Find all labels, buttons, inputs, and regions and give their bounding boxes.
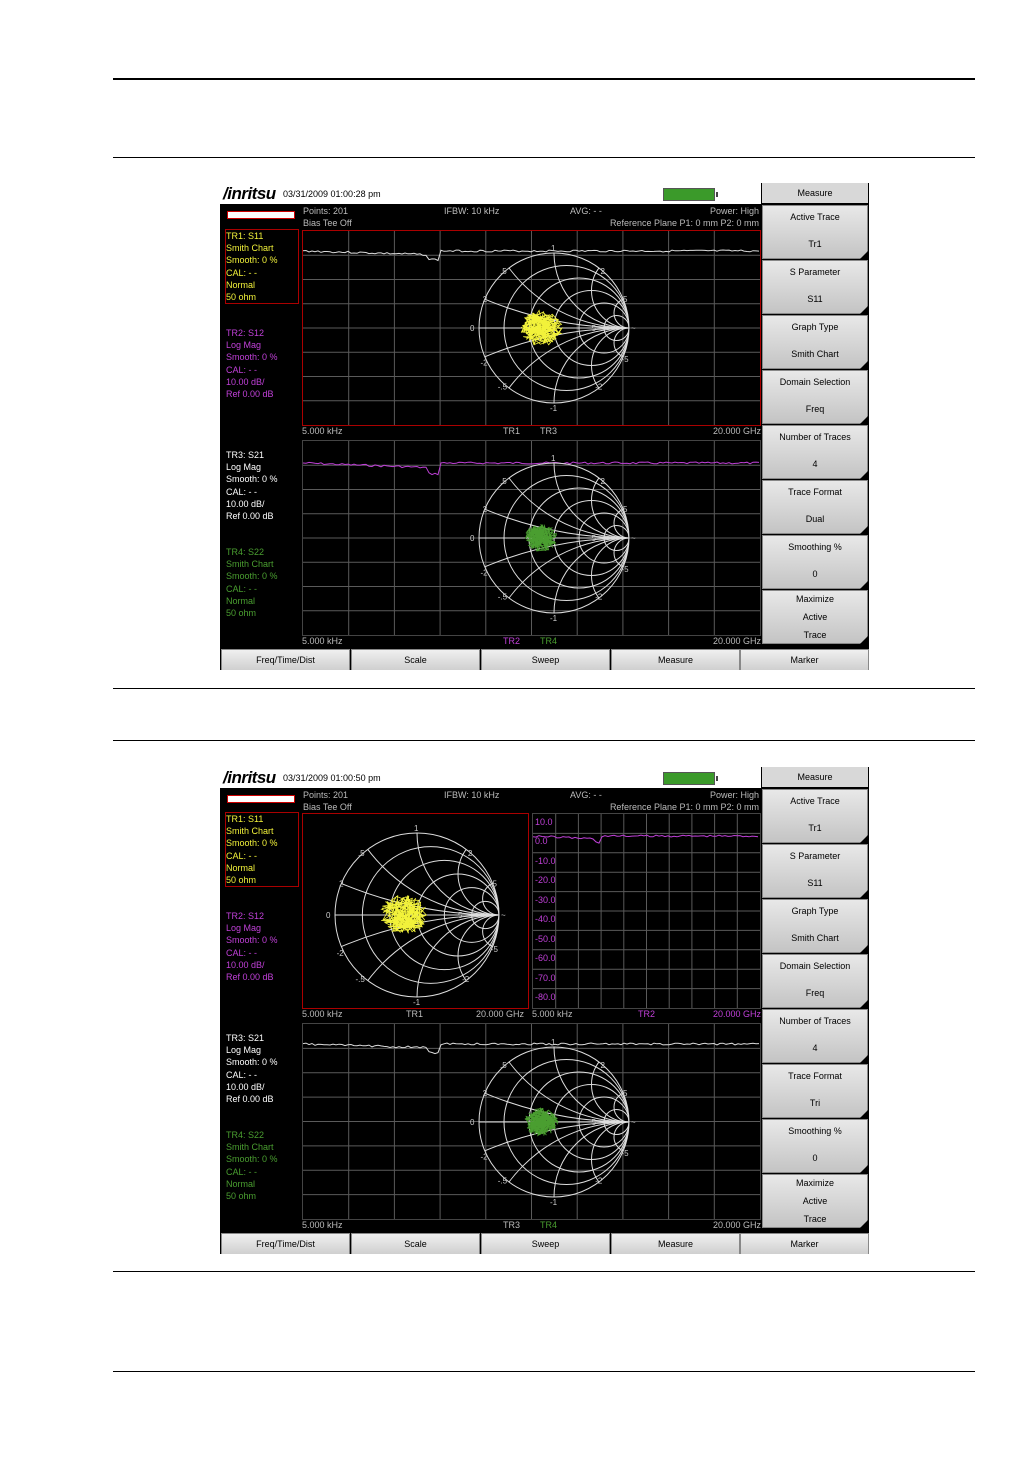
smith-label: ~ bbox=[631, 534, 636, 543]
power-readout: Power: High bbox=[709, 206, 759, 216]
measure-button[interactable]: Measure bbox=[611, 1233, 740, 1254]
measure-button[interactable]: Measure bbox=[611, 649, 740, 670]
key-label: Smoothing % bbox=[788, 542, 842, 552]
smith-label: ~ bbox=[631, 1118, 636, 1127]
key-value: Freq bbox=[805, 988, 825, 998]
trace-format-button[interactable] bbox=[762, 480, 868, 534]
trace-line: 50 ohm bbox=[226, 875, 257, 886]
trace-line: Smith Chart bbox=[226, 826, 274, 837]
trace-line: 50 ohm bbox=[226, 292, 257, 303]
trace-line: TR4: S22 bbox=[226, 1130, 265, 1140]
active-trace-button[interactable] bbox=[762, 205, 868, 259]
trace-line: CAL: - - bbox=[226, 364, 258, 375]
status-bar bbox=[220, 183, 761, 204]
trace-2-info[interactable] bbox=[226, 327, 278, 400]
y-tick: -20.0 bbox=[535, 875, 556, 885]
trace-4-info[interactable] bbox=[226, 546, 278, 619]
smith-label: -5 bbox=[621, 564, 629, 574]
smith-label: 2 bbox=[482, 294, 488, 304]
smith-label: 1 bbox=[551, 454, 556, 463]
smith-label: 2 bbox=[600, 267, 605, 276]
smith-label: -2 bbox=[595, 382, 603, 392]
trace-line: TR3: S21 bbox=[226, 450, 265, 460]
smith-label: .5 bbox=[500, 1061, 507, 1070]
stop-freq: 20.000 GHz bbox=[712, 636, 761, 646]
trace-label: TR4 bbox=[540, 1220, 558, 1230]
reactance-arc bbox=[479, 538, 760, 635]
key-label: Domain Selection bbox=[779, 961, 851, 971]
trace-line: 50 ohm bbox=[226, 1191, 257, 1202]
rule bbox=[113, 740, 975, 741]
reactance-arc bbox=[592, 1047, 667, 1122]
points-readout: Points: 201 bbox=[303, 790, 349, 800]
reactance-arc bbox=[458, 915, 528, 997]
reactance-arc bbox=[554, 1122, 704, 1219]
stop-freq: 20.000 GHz bbox=[476, 1009, 525, 1019]
y-tick: -10.0 bbox=[535, 856, 556, 866]
reactance-arc bbox=[554, 538, 704, 635]
smith-label: -2 bbox=[480, 358, 488, 368]
smith-label: -1 bbox=[550, 1198, 558, 1207]
trace-line: Smooth: 0 % bbox=[226, 571, 278, 582]
reactance-arc bbox=[479, 1024, 760, 1122]
key-value: S11 bbox=[807, 294, 823, 304]
reactance-arc bbox=[554, 328, 704, 425]
smith-label: 1 bbox=[551, 244, 556, 253]
smith-label: ~ bbox=[501, 911, 506, 920]
key-value: S11 bbox=[807, 878, 823, 888]
menu-title: Measure bbox=[762, 767, 868, 787]
bias-readout: Bias Tee Off bbox=[303, 218, 352, 228]
trace-line: TR1: S11 bbox=[226, 231, 264, 241]
freq-time-dist-button[interactable]: Freq/Time/Dist bbox=[221, 649, 350, 670]
smith-label: 5 bbox=[458, 911, 463, 920]
stop-freq: 20.000 GHz bbox=[712, 1220, 761, 1230]
domain-selection-button[interactable] bbox=[762, 370, 868, 424]
menu-title: Measure bbox=[762, 183, 868, 203]
smith-label: 5 bbox=[623, 294, 628, 304]
key-value: 4 bbox=[812, 1043, 818, 1053]
y-tick: 10.0 bbox=[535, 817, 553, 827]
limit-indicator bbox=[227, 795, 295, 803]
trace-label: TR1 bbox=[503, 426, 521, 436]
smith-label: -1 bbox=[413, 998, 421, 1007]
y-tick: -80.0 bbox=[535, 992, 556, 1002]
key-value: Freq bbox=[805, 404, 825, 414]
reactance-arc bbox=[592, 253, 667, 328]
smoothing-button[interactable] bbox=[762, 1119, 868, 1173]
softkey-menu bbox=[761, 183, 869, 648]
smith-label: -.5 bbox=[497, 1176, 508, 1186]
smith-label: 5 bbox=[492, 879, 497, 889]
reactance-arc bbox=[479, 441, 760, 538]
trace-line: CAL: - - bbox=[226, 947, 258, 958]
anritsu-logo: /inritsu bbox=[223, 184, 276, 203]
trace-line: 10.00 dB/ bbox=[226, 498, 265, 509]
trace-line: Log Mag bbox=[226, 340, 262, 351]
smith-chart-s11 bbox=[303, 231, 760, 425]
trace-line: Smooth: 0 % bbox=[226, 1154, 278, 1165]
key-label: Number of Traces bbox=[779, 1016, 851, 1026]
trace-line: CAL: - - bbox=[226, 850, 258, 861]
trace-line: Ref 0.00 dB bbox=[226, 389, 274, 400]
reactance-arc bbox=[554, 231, 704, 328]
rule bbox=[113, 1271, 975, 1272]
trace-line: TR2: S12 bbox=[226, 911, 265, 921]
trace-line: CAL: - - bbox=[226, 1166, 258, 1177]
trace-line: 10.00 dB/ bbox=[226, 1081, 265, 1092]
reactance-arc bbox=[554, 1024, 704, 1122]
reactance-arc bbox=[479, 1122, 760, 1219]
bottom-rule bbox=[113, 1371, 975, 1372]
graph-bottom[interactable] bbox=[302, 440, 761, 636]
start-freq: 5.000 kHz bbox=[302, 426, 343, 436]
rule bbox=[113, 688, 975, 689]
y-tick: -70.0 bbox=[535, 973, 556, 983]
trace-label: TR2 bbox=[503, 636, 521, 646]
smith-label: -5 bbox=[621, 354, 629, 364]
smith-label: -.5 bbox=[497, 382, 508, 392]
key-label: Smoothing % bbox=[788, 1126, 842, 1136]
smith-label: -.5 bbox=[497, 592, 508, 602]
graph-top[interactable] bbox=[302, 230, 761, 426]
key-label: Maximize bbox=[795, 1178, 834, 1188]
trace-line: Normal bbox=[226, 595, 256, 606]
key-value: Tr1 bbox=[808, 239, 822, 249]
scale-button[interactable]: Scale bbox=[351, 1233, 480, 1254]
start-freq: 5.000 kHz bbox=[532, 1009, 573, 1019]
key-label: Trace bbox=[803, 1214, 827, 1224]
active-trace-button[interactable] bbox=[762, 789, 868, 843]
key-label: Graph Type bbox=[791, 322, 839, 332]
smith-label: 5 bbox=[591, 1118, 596, 1127]
key-label: Active Trace bbox=[790, 212, 840, 222]
softkey-menu bbox=[761, 767, 869, 1232]
smith-chart-s22 bbox=[303, 1024, 760, 1219]
graph-type-button[interactable] bbox=[762, 899, 868, 953]
smith-label: -2 bbox=[595, 1176, 603, 1186]
trace-line: Smooth: 0 % bbox=[226, 1057, 278, 1068]
status-bar bbox=[220, 767, 761, 788]
reference-plane-readout: Reference Plane P1: 0 mm P2: 0 mm bbox=[609, 218, 759, 228]
smith-label: 2 bbox=[600, 1061, 605, 1070]
smith-label: 0 bbox=[470, 1118, 475, 1127]
limit-indicator bbox=[227, 211, 295, 219]
trace-line: Ref 0.00 dB bbox=[226, 1094, 274, 1105]
trace-line: 10.00 dB/ bbox=[226, 376, 265, 387]
trace-line: Smooth: 0 % bbox=[226, 352, 278, 363]
trace-4-info[interactable] bbox=[226, 1129, 278, 1202]
key-label: Trace Format bbox=[788, 487, 842, 497]
smith-label: -2 bbox=[595, 592, 603, 602]
y-tick: -60.0 bbox=[535, 953, 556, 963]
reactance-arc bbox=[479, 328, 760, 425]
trace-line: Smith Chart bbox=[226, 243, 274, 254]
key-label: Trace Format bbox=[788, 1071, 842, 1081]
trace-line: Ref 0.00 dB bbox=[226, 972, 274, 983]
trace-3-info[interactable] bbox=[226, 1032, 278, 1105]
datetime: 03/31/2009 01:00:50 pm bbox=[283, 773, 381, 783]
key-value: Smith Chart bbox=[791, 933, 839, 943]
battery-icon bbox=[663, 772, 715, 785]
trace-line: TR2: S12 bbox=[226, 328, 265, 338]
smith-label: 0 bbox=[326, 911, 331, 920]
key-label: S Parameter bbox=[789, 267, 841, 277]
smith-label: -1 bbox=[550, 614, 558, 623]
trace-line: Smooth: 0 % bbox=[226, 255, 278, 266]
number-of-traces-button[interactable] bbox=[762, 425, 868, 479]
smith-label: -2 bbox=[462, 975, 470, 985]
domain-selection-button[interactable] bbox=[762, 954, 868, 1008]
smith-label: 5 bbox=[591, 534, 596, 543]
reactance-arc bbox=[592, 463, 667, 538]
trace-1-info[interactable] bbox=[226, 230, 298, 303]
y-tick: 0.0 bbox=[535, 836, 548, 846]
smith-label: -5 bbox=[621, 1148, 629, 1158]
trace-format-button[interactable] bbox=[762, 1064, 868, 1118]
key-label: Graph Type bbox=[791, 906, 839, 916]
graph-smith-tr1[interactable] bbox=[302, 813, 529, 1009]
reactance-arc bbox=[592, 538, 667, 613]
ifbw-readout: IFBW: 10 kHz bbox=[444, 206, 500, 216]
smith-label: 1 bbox=[551, 1038, 556, 1047]
key-value: Tr1 bbox=[808, 823, 822, 833]
y-tick: -40.0 bbox=[535, 914, 556, 924]
trace-line: Normal bbox=[226, 862, 256, 873]
main-menu-bar bbox=[220, 648, 869, 670]
trace-line: Ref 0.00 dB bbox=[226, 511, 274, 522]
avg-readout: AVG: - - bbox=[570, 206, 602, 216]
avg-readout: AVG: - - bbox=[570, 790, 602, 800]
reactance-arc bbox=[592, 328, 667, 403]
s-parameter-button[interactable] bbox=[762, 844, 868, 898]
trace-line: CAL: - - bbox=[226, 267, 258, 278]
scale-button[interactable]: Scale bbox=[351, 649, 480, 670]
smith-chart-s22 bbox=[303, 441, 760, 635]
smith-label: .5 bbox=[357, 848, 365, 858]
reactance-arc bbox=[417, 814, 528, 915]
trace-line: TR4: S22 bbox=[226, 547, 265, 557]
key-label: Active bbox=[802, 612, 828, 622]
smith-label: -2 bbox=[480, 1152, 488, 1162]
screenshot-tri-format bbox=[220, 767, 869, 1254]
s12-trace-line bbox=[533, 814, 760, 1008]
key-label: Number of Traces bbox=[779, 432, 851, 442]
key-value: 4 bbox=[812, 459, 818, 469]
power-readout: Power: High bbox=[709, 790, 759, 800]
s-parameter-button[interactable] bbox=[762, 260, 868, 314]
trace-1-info[interactable] bbox=[226, 813, 298, 886]
screenshot-dual-format bbox=[220, 183, 869, 670]
key-label: Active Trace bbox=[790, 796, 840, 806]
reactance-arc bbox=[458, 833, 528, 915]
trace-line: Smooth: 0 % bbox=[226, 474, 278, 485]
trace-label: TR3 bbox=[540, 426, 558, 436]
graph-type-button[interactable] bbox=[762, 315, 868, 369]
marker-button[interactable]: Marker bbox=[740, 1233, 869, 1254]
trace-line: TR3: S21 bbox=[226, 1033, 265, 1043]
reference-plane-readout: Reference Plane P1: 0 mm P2: 0 mm bbox=[609, 802, 759, 812]
smith-label: -1 bbox=[550, 404, 558, 413]
rule bbox=[113, 157, 975, 158]
smith-label: 5 bbox=[623, 1088, 628, 1098]
smith-label: -.5 bbox=[355, 975, 365, 985]
start-freq: 5.000 kHz bbox=[302, 1009, 343, 1019]
trace-line: Smith Chart bbox=[226, 559, 274, 570]
trace-label: TR3 bbox=[503, 1220, 521, 1230]
trace-line: CAL: - - bbox=[226, 583, 258, 594]
key-value: 0 bbox=[812, 569, 818, 579]
trace-line: CAL: - - bbox=[226, 1069, 258, 1080]
freq-time-dist-button[interactable]: Freq/Time/Dist bbox=[221, 1233, 350, 1254]
trace-line: TR1: S11 bbox=[226, 814, 264, 824]
trace-line: Normal bbox=[226, 279, 256, 290]
key-value: Smith Chart bbox=[791, 349, 839, 359]
smith-label: -2 bbox=[336, 949, 344, 958]
smith-label: .5 bbox=[500, 477, 507, 486]
key-label: Maximize bbox=[795, 594, 834, 604]
datetime: 03/31/2009 01:00:28 pm bbox=[283, 189, 381, 199]
key-label: S Parameter bbox=[789, 851, 841, 861]
trace-line: CAL: - - bbox=[226, 486, 258, 497]
trace-line: 50 ohm bbox=[226, 608, 257, 619]
smith-label: 2 bbox=[600, 477, 605, 486]
trace-line: 10.00 dB/ bbox=[226, 959, 265, 970]
trace-line: Log Mag bbox=[226, 462, 262, 473]
key-label: Active bbox=[802, 1196, 828, 1206]
smith-label: 5 bbox=[591, 324, 596, 333]
y-tick: -50.0 bbox=[535, 934, 556, 944]
smith-label: 5 bbox=[623, 504, 628, 514]
y-tick: -30.0 bbox=[535, 895, 556, 905]
top-rule bbox=[113, 78, 975, 80]
anritsu-logo: /inritsu bbox=[223, 768, 276, 787]
stop-freq: 20.000 GHz bbox=[712, 1009, 761, 1019]
trace-label: TR2 bbox=[638, 1009, 656, 1019]
smith-label: 2 bbox=[482, 504, 488, 514]
number-of-traces-button[interactable] bbox=[762, 1009, 868, 1063]
smith-label: 2 bbox=[482, 1088, 488, 1098]
trace-label: TR4 bbox=[540, 636, 558, 646]
trace-line: Log Mag bbox=[226, 923, 262, 934]
smith-chart-s11 bbox=[303, 814, 528, 1008]
points-readout: Points: 201 bbox=[303, 206, 349, 216]
trace-line: Smooth: 0 % bbox=[226, 935, 278, 946]
battery-icon bbox=[663, 188, 715, 201]
smith-label: -2 bbox=[480, 568, 488, 578]
main-menu-bar bbox=[220, 1232, 869, 1254]
trace-label: TR1 bbox=[406, 1009, 424, 1019]
smith-label: -5 bbox=[490, 944, 498, 954]
smith-label: 0 bbox=[470, 534, 475, 543]
trace-2-info[interactable] bbox=[226, 910, 278, 983]
trace-line: Smooth: 0 % bbox=[226, 838, 278, 849]
graph-logmag-tr2[interactable] bbox=[532, 813, 761, 1009]
smith-label: 2 bbox=[467, 848, 473, 858]
trace-polyline bbox=[533, 835, 758, 843]
smith-label: 0 bbox=[470, 324, 475, 333]
reactance-arc bbox=[554, 441, 704, 538]
maximize-active-trace-button[interactable] bbox=[762, 1174, 868, 1228]
smith-label: 2 bbox=[339, 879, 344, 889]
smith-label: 1 bbox=[414, 824, 419, 833]
trace-line: Normal bbox=[226, 1178, 256, 1189]
reactance-arc bbox=[479, 231, 760, 328]
key-value: 0 bbox=[812, 1153, 818, 1163]
stop-freq: 20.000 GHz bbox=[712, 426, 761, 436]
key-value: Tri bbox=[809, 1098, 821, 1108]
maximize-active-trace-button[interactable] bbox=[762, 590, 868, 644]
smith-label: .5 bbox=[500, 267, 507, 276]
key-value: Dual bbox=[805, 514, 825, 524]
marker-button[interactable]: Marker bbox=[740, 649, 869, 670]
trace-line: Smith Chart bbox=[226, 1142, 274, 1153]
sweep-button[interactable]: Sweep bbox=[481, 1233, 610, 1254]
smith-label: ~ bbox=[631, 324, 636, 333]
start-freq: 5.000 kHz bbox=[302, 636, 343, 646]
ifbw-readout: IFBW: 10 kHz bbox=[444, 790, 500, 800]
key-label: Trace bbox=[803, 630, 827, 640]
trace-3-info[interactable] bbox=[226, 449, 278, 522]
trace-line: Log Mag bbox=[226, 1045, 262, 1056]
bias-readout: Bias Tee Off bbox=[303, 802, 352, 812]
reactance-arc bbox=[592, 1122, 667, 1197]
sweep-button[interactable]: Sweep bbox=[481, 649, 610, 670]
smoothing-button[interactable] bbox=[762, 535, 868, 589]
key-label: Domain Selection bbox=[779, 377, 851, 387]
start-freq: 5.000 kHz bbox=[302, 1220, 343, 1230]
graph-bottom[interactable] bbox=[302, 1023, 761, 1220]
